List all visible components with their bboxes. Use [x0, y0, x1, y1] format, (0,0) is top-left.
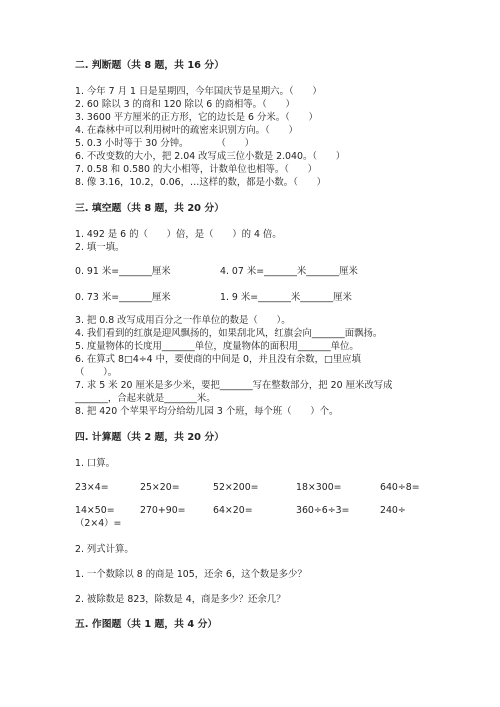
- calc-item: 23×4=: [75, 482, 109, 493]
- calc-item: 25×20=: [140, 482, 180, 493]
- fill-question-4: 4. 我们看到的红旗是迎风飘扬的，如果刮北风，红旗会向_______面飘扬。: [75, 328, 383, 339]
- judge-item-1: 1. 今年 7 月 1 日是星期四，今年国庆节是星期六。（ ）: [75, 86, 322, 97]
- calc-item: 360÷6÷3=: [296, 505, 350, 516]
- conversion-d: 1. 9 米=_______米_______厘米: [220, 292, 352, 303]
- calc-item-wrap: （2×4）=: [75, 518, 122, 529]
- judge-item-4: 4. 在森林中可以利用树叶的疏密来识别方向。（ ）: [75, 125, 298, 136]
- fill-question-6: 6. 在算式 8□4÷4 中，要使商的中间是 0，并且没有余数，□里应填: [75, 354, 361, 365]
- word-problem-2: 2. 被除数是 823，除数是 4，商是多少？还余几？: [75, 594, 286, 605]
- section-3-heading: 三. 填空题（共 8 题，共 20 分）: [75, 203, 224, 214]
- section-2-heading: 二. 判断题（共 8 题，共 16 分）: [75, 60, 224, 71]
- fill-question-7: 7. 求 5 米 20 厘米是多少米，要把_______写在整数部分，把 20 厘米改写成: [75, 380, 393, 391]
- calc-item: 64×20=: [213, 505, 253, 516]
- judge-item-5: 5. 0.3 小时等于 30 分钟。 （ ）: [75, 138, 254, 149]
- judge-item-3: 3. 3600 平方厘米的正方形，它的边长是 6 分米。（ ）: [75, 112, 318, 123]
- fill-question-3: 3. 把 0.8 改写成用百分之一作单位的数是（ ）。: [75, 315, 291, 326]
- fill-question-6-cont: （ ）。: [75, 367, 118, 378]
- fill-question-7-cont: _______，合起来就是_______米。: [75, 393, 216, 404]
- calc-item: 640÷8=: [380, 482, 420, 493]
- calc-item: 14×50=: [75, 505, 115, 516]
- section-5-heading: 五. 作图题（共 1 题，共 4 分）: [75, 619, 218, 630]
- fill-question-2: 2. 填一填。: [75, 242, 125, 253]
- conversion-b: 4. 07 米=_______米_______厘米: [220, 266, 358, 277]
- judge-item-8: 8. 像 3.16，10.2，0.06，…这样的数，都是小数。（ ）: [75, 177, 326, 188]
- fill-question-1: 1. 492 是 6 的（ ）倍，是（ ）的 4 倍。: [75, 229, 282, 240]
- fill-question-8: 8. 把 420 个苹果平均分给幼儿园 3 个班，每个班（ ）个。: [75, 406, 339, 417]
- fill-question-5: 5. 度量物体的长度用_______单位，度量物体的面积用_______单位。: [75, 341, 359, 352]
- calc-item: 270+90=: [140, 505, 186, 516]
- calc-item: 18×300=: [296, 482, 342, 493]
- column-calc-label: 2. 列式计算。: [75, 544, 134, 555]
- judge-item-6: 6. 不改变数的大小，把 2.04 改写成三位小数是 2.040。（ ）: [75, 151, 346, 162]
- word-problem-1: 1. 一个数除以 8 的商是 105，还余 6，这个数是多少？: [75, 569, 307, 580]
- section-4-heading: 四. 计算题（共 2 题，共 20 分）: [75, 432, 224, 443]
- calc-item: 52×200=: [213, 482, 259, 493]
- conversion-c: 0. 73 米=_______厘米: [75, 292, 171, 303]
- calc-item: 240÷: [380, 505, 406, 516]
- judge-item-7: 7. 0.58 和 0.580 的大小相等，计数单位也相等。（ ）: [75, 164, 318, 175]
- oral-calc-label: 1. 口算。: [75, 458, 116, 469]
- judge-item-2: 2. 60 除以 3 的商和 120 除以 6 的商相等。（ ）: [75, 99, 295, 110]
- conversion-a: 0. 91 米=_______厘米: [75, 266, 171, 277]
